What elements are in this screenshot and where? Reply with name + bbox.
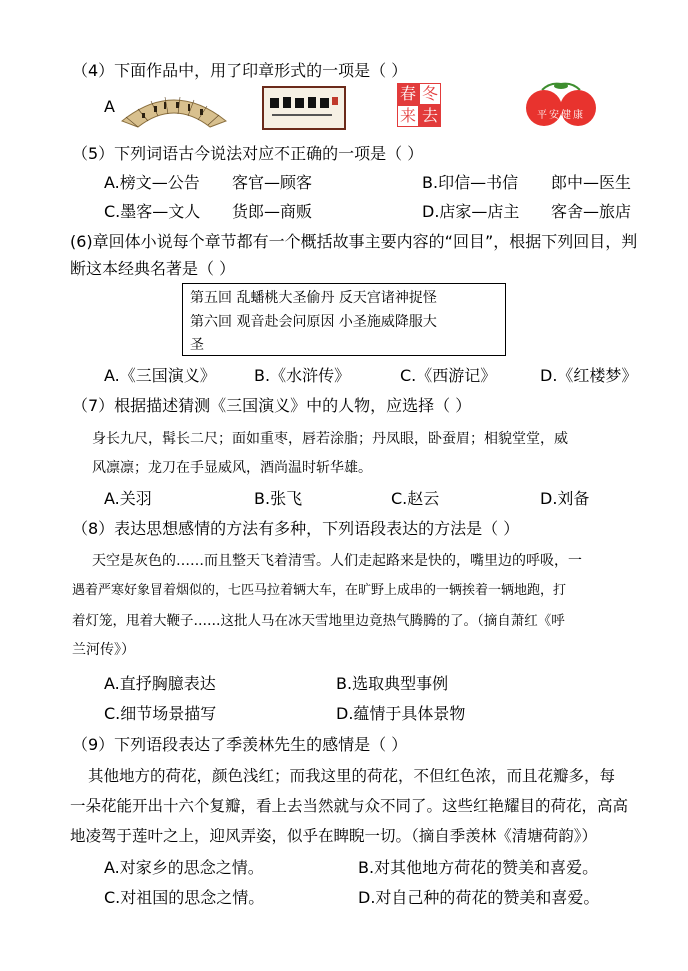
q8-passage-line4: 兰河传》） — [72, 642, 135, 658]
q8-question: （8）表达思想感情的方法有多种，下列语段表达的方法是（ ） — [72, 519, 520, 538]
seal-dong: 冬 — [419, 83, 441, 105]
q9-option-b: B.对其他地方荷花的赞美和喜爱。 — [358, 858, 599, 877]
q6-question-line2: 断这本经典名著是（ ） — [70, 259, 236, 278]
seal-lai: 来 — [397, 105, 419, 127]
seal-chun: 春 — [397, 83, 419, 105]
q9-passage-line1: 其他地方的荷花，颜色浅红；而我这里的荷花，不但红色浓，而且花瓣多，每 — [88, 767, 616, 785]
q7-question: （7）根据描述猜测《三国演义》中的人物，应选择（ ） — [72, 396, 472, 415]
q6-option-d: D.《红楼梦》 — [540, 366, 638, 385]
q6-option-c: C.《西游记》 — [400, 366, 497, 385]
q5-option-a1: A.榜文—公告 — [104, 173, 200, 192]
q8-passage-line3: 着灯笼，甩着大鞭子……这批人马在冰天雪地里边竟热气腾腾的了。（摘自萧红《呼 — [72, 613, 565, 629]
q5-option-d1: D.店家—店主 — [422, 202, 520, 221]
q6-question-line1: (6)章回体小说每个章节都有一个概括故事主要内容的“回目”，根据下列回目，判 — [70, 232, 638, 251]
q8-option-c: C.细节场景描写 — [104, 704, 217, 723]
q5-option-b1: B.印信—书信 — [422, 173, 519, 192]
q8-passage-line1: 天空是灰色的……而且整天飞着清雪。人们走起路来是快的，嘴里边的呼吸，一 — [92, 553, 582, 569]
q9-option-a: A.对家乡的思念之情。 — [104, 858, 264, 877]
q7-option-a: A.关羽 — [104, 489, 152, 508]
q7-option-b: B.张飞 — [254, 489, 303, 508]
cherry-image — [520, 80, 602, 128]
chapter-title-6: 第六回 观音赴会问原因 小圣施威降服大 — [190, 314, 437, 330]
q6-option-b: B.《水浒传》 — [254, 366, 351, 385]
q9-passage-line2: 一朵花能开出十六个复瓣，看上去当然就与众不同了。这些红艳耀目的荷花，高高 — [70, 797, 629, 815]
q7-option-d: D.刘备 — [540, 489, 590, 508]
q4-question: （4）下面作品中，用了印章形式的一项是（ ） — [72, 61, 408, 80]
chapter-title-6-wrap: 圣 — [190, 337, 204, 353]
chapter-title-5: 第五回 乱蟠桃大圣偷丹 反天宫诸神捉怪 — [190, 290, 437, 306]
framed-calligraphy-image — [262, 86, 346, 130]
q9-option-d: D.对自己种的荷花的赞美和喜爱。 — [358, 888, 600, 907]
q8-option-a: A.直抒胸臆表达 — [104, 674, 216, 693]
q5-question: （5）下列词语古今说法对应不正确的一项是（ ） — [72, 144, 424, 163]
q9-question: （9）下列语段表达了季羡林先生的感情是（ ） — [72, 735, 408, 754]
q7-passage-line2: 风凛凛；龙刀在手显威风，酒尚温时斩华雄。 — [92, 460, 372, 476]
q8-option-d: D.蕴情于具体景物 — [336, 704, 466, 723]
q4-option-a-label: A — [104, 97, 115, 116]
seal-image — [397, 83, 441, 127]
q5-option-c2: 货郎—商贩 — [232, 202, 313, 221]
q7-passage-line1: 身长九尺，髯长二尺；面如重枣，唇若涂脂；丹凤眼，卧蚕眉；相貌堂堂，威 — [92, 431, 568, 447]
q9-option-c: C.对祖国的思念之情。 — [104, 888, 265, 907]
q8-passage-line2: 遇着严寒好象冒着烟似的，七匹马拉着辆大车，在旷野上成串的一辆挨着一辆地跑，打 — [72, 583, 567, 598]
cherry-label: 平安健康 — [537, 110, 585, 121]
q6-option-a: A.《三国演义》 — [104, 366, 216, 385]
q5-option-c1: C.墨客—文人 — [104, 202, 201, 221]
seal-qu: 去 — [419, 105, 441, 127]
q5-option-d2: 客舍—旅店 — [551, 202, 632, 221]
q5-option-b2: 郎中—医生 — [551, 173, 632, 192]
q9-passage-line3: 地凌驾于莲叶之上，迎风弄姿，似乎在睥睨一切。（摘自季羡林《清塘荷韵》） — [70, 827, 598, 845]
fan-calligraphy-image — [118, 85, 230, 129]
calligraphy-strokes-icon — [264, 88, 344, 128]
q8-option-b: B.选取典型事例 — [336, 674, 449, 693]
q7-option-c: C.赵云 — [391, 489, 440, 508]
q5-option-a2: 客官—顾客 — [232, 173, 313, 192]
